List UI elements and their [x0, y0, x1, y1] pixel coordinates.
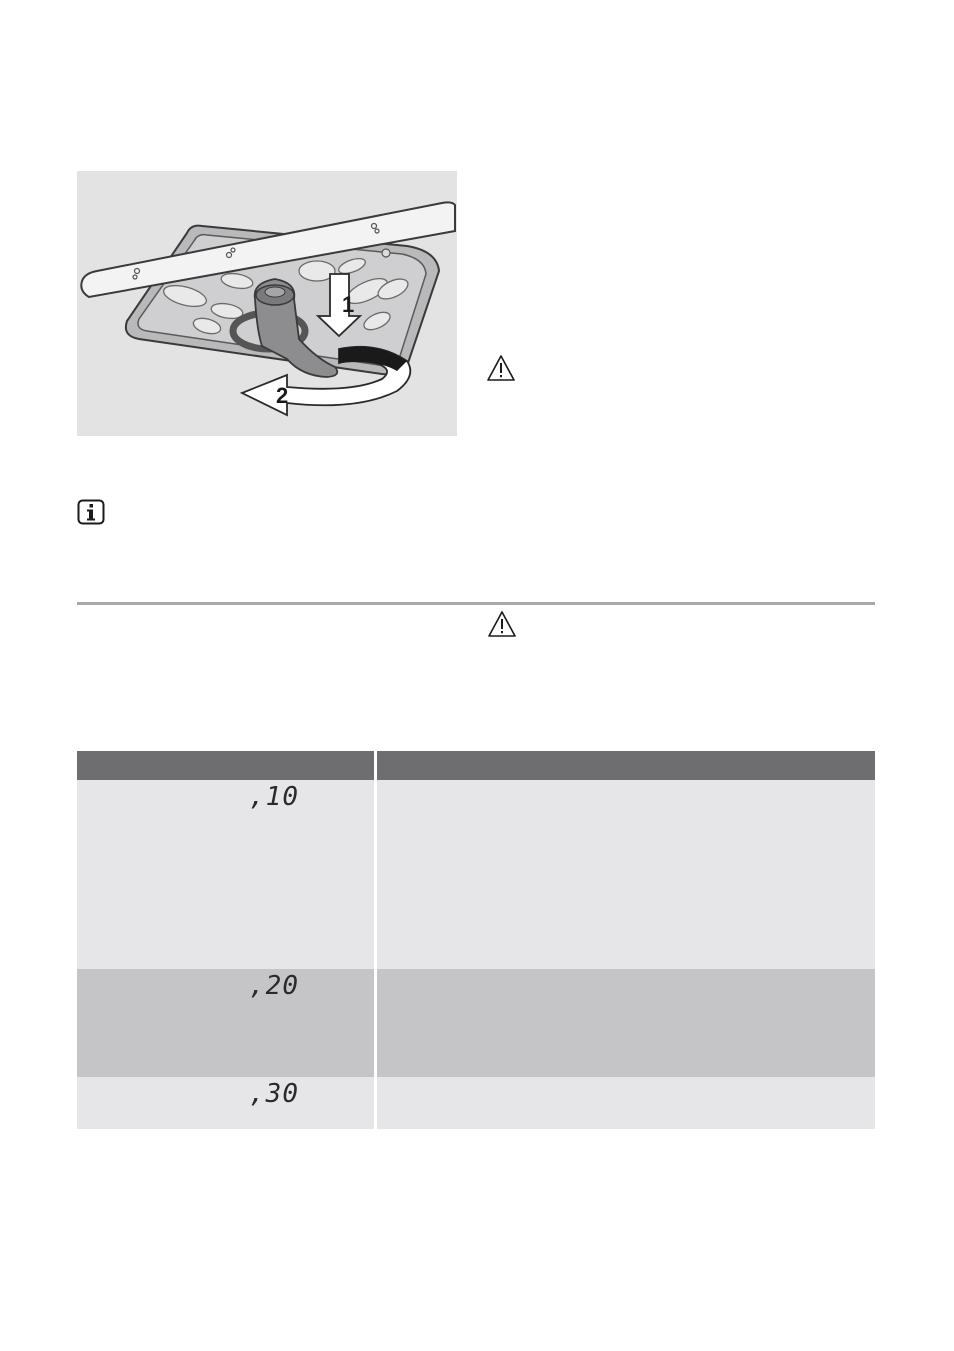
warning-triangle-icon: [486, 354, 516, 382]
table-cell-description: [377, 969, 875, 1077]
table-cell-code: [77, 969, 374, 1077]
table-header-cell-description: [377, 751, 875, 780]
table-header: [77, 751, 875, 780]
alarm-codes-table: [77, 751, 875, 1129]
table-row: [77, 969, 875, 1077]
warning-triangle-icon: [487, 610, 517, 638]
step-2-label: 2: [276, 383, 289, 408]
table-cell-description: [377, 780, 875, 969]
code-display: ,30: [249, 1079, 299, 1109]
table-cell-code: [77, 1077, 374, 1129]
code-display: ,10: [249, 782, 299, 812]
info-icon: [77, 499, 105, 525]
step-1-label: 1: [342, 292, 355, 317]
table-cell-code: [77, 780, 374, 969]
table-header-cell-code: [77, 751, 374, 780]
table-cell-description: [377, 1077, 875, 1129]
filter-removal-illustration: [77, 171, 457, 436]
table-row: [77, 1077, 875, 1129]
table-row: [77, 780, 875, 969]
code-display: ,20: [249, 971, 299, 1001]
section-divider: [77, 602, 875, 605]
